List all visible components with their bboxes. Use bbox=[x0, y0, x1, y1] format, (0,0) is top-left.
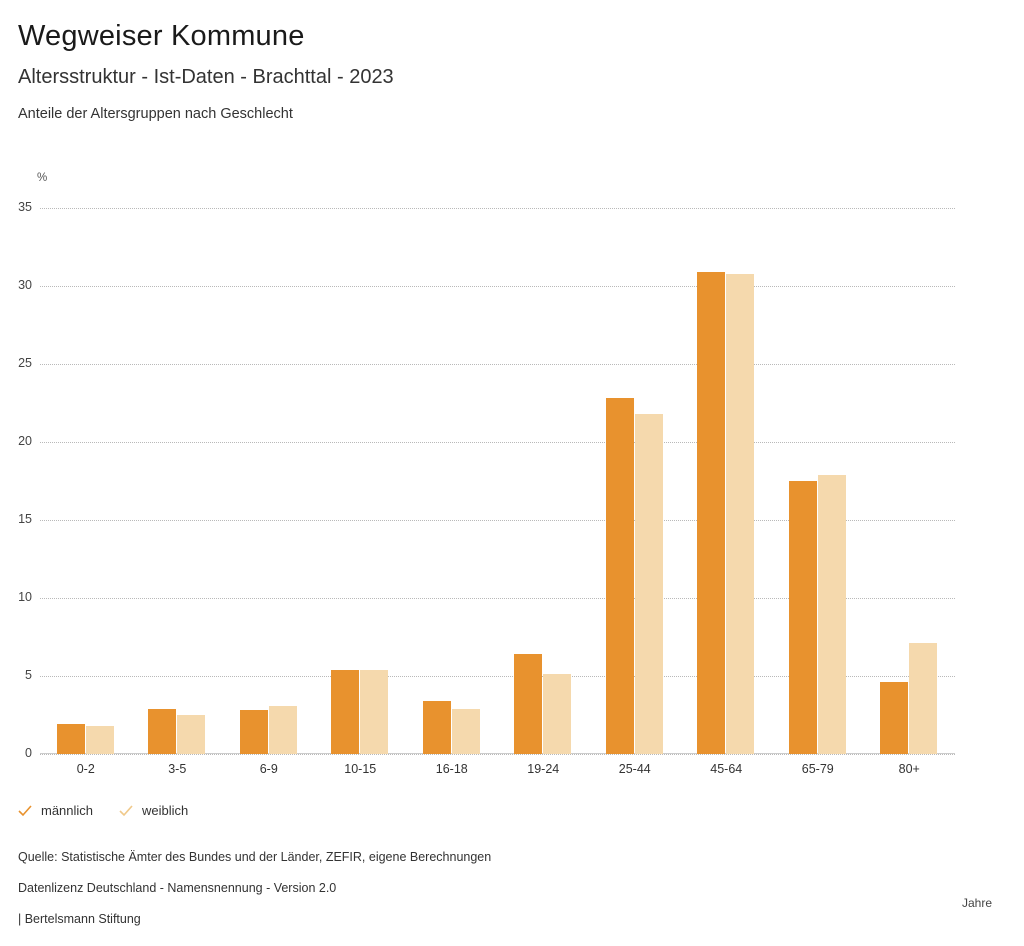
bar-weiblich[interactable] bbox=[360, 670, 388, 754]
bar-group bbox=[498, 208, 590, 754]
y-axis-tick-label: 0 bbox=[25, 746, 32, 760]
bar-weiblich[interactable] bbox=[635, 414, 663, 754]
y-axis-tick-label: 5 bbox=[25, 668, 32, 682]
check-icon bbox=[18, 804, 32, 818]
bar-maennlich[interactable] bbox=[514, 654, 542, 754]
page-title: Wegweiser Kommune bbox=[18, 20, 305, 52]
bar-group bbox=[681, 208, 773, 754]
bar-weiblich[interactable] bbox=[452, 709, 480, 754]
x-axis-tick-label: 19-24 bbox=[527, 762, 560, 776]
footer-license: Datenlizenz Deutschland - Namensnennung - Version 2.0 bbox=[18, 881, 337, 895]
bar-maennlich[interactable] bbox=[240, 710, 268, 754]
bar-pair bbox=[606, 208, 664, 754]
bar-maennlich[interactable] bbox=[57, 724, 85, 754]
x-axis-tick-label: 3-5 bbox=[168, 762, 187, 776]
x-axis-label: Jahre bbox=[962, 896, 993, 910]
bar-weiblich[interactable] bbox=[86, 726, 114, 754]
x-axis-tick-label: 80+ bbox=[898, 762, 920, 776]
chart-legend bbox=[18, 803, 188, 818]
bar-group bbox=[223, 208, 315, 754]
bar-pair bbox=[331, 208, 389, 754]
y-axis-tick-label: 30 bbox=[18, 278, 32, 292]
legend-label: männlich bbox=[41, 803, 94, 818]
bar-weiblich[interactable] bbox=[269, 706, 297, 754]
bar-group bbox=[406, 208, 498, 754]
bar-pair bbox=[880, 208, 938, 754]
bar-pair bbox=[423, 208, 481, 754]
y-axis-tick-label: 15 bbox=[18, 512, 32, 526]
bar-maennlich[interactable] bbox=[606, 398, 634, 754]
bar-pair bbox=[697, 208, 755, 754]
x-axis-tick-labels bbox=[40, 762, 955, 776]
x-axis-tick-label: 25-44 bbox=[618, 762, 651, 776]
bar-pair bbox=[148, 208, 206, 754]
gridline bbox=[40, 754, 955, 755]
x-axis-tick-label: 16-18 bbox=[435, 762, 468, 776]
bar-weiblich[interactable] bbox=[909, 643, 937, 754]
bar-pair bbox=[789, 208, 847, 754]
bar-weiblich[interactable] bbox=[543, 674, 571, 754]
bar-maennlich[interactable] bbox=[148, 709, 176, 754]
legend-item-maennlich[interactable] bbox=[18, 803, 93, 818]
bar-group bbox=[864, 208, 956, 754]
legend-item-weiblich[interactable] bbox=[119, 803, 188, 818]
bar-pair bbox=[57, 208, 115, 754]
bar-pair bbox=[514, 208, 572, 754]
bar-group bbox=[132, 208, 224, 754]
footer-publisher: | Bertelsmann Stiftung bbox=[18, 912, 141, 926]
legend-label: weiblich bbox=[142, 803, 189, 818]
y-axis-tick-label: 25 bbox=[18, 356, 32, 370]
bar-maennlich[interactable] bbox=[880, 682, 908, 754]
bar-groups bbox=[40, 208, 955, 754]
y-axis-tick-label: 35 bbox=[18, 200, 32, 214]
plot-area bbox=[18, 200, 955, 760]
bar-maennlich[interactable] bbox=[423, 701, 451, 754]
page-description: Anteile der Altersgruppen nach Geschlecht bbox=[18, 106, 293, 122]
bar-group bbox=[315, 208, 407, 754]
x-axis-tick-label: 6-9 bbox=[259, 762, 278, 776]
bar-group bbox=[40, 208, 132, 754]
bar-pair bbox=[240, 208, 298, 754]
bar-weiblich[interactable] bbox=[177, 715, 205, 754]
y-axis-unit: % bbox=[37, 172, 48, 184]
bar-maennlich[interactable] bbox=[697, 272, 725, 754]
bar-group bbox=[772, 208, 864, 754]
footer bbox=[18, 842, 491, 935]
x-axis-tick-label: 10-15 bbox=[344, 762, 377, 776]
bar-maennlich[interactable] bbox=[331, 670, 359, 754]
x-axis-tick-label: 65-79 bbox=[801, 762, 834, 776]
x-axis-tick-label: 0-2 bbox=[76, 762, 95, 776]
bar-maennlich[interactable] bbox=[789, 481, 817, 754]
x-axis-tick-label: 45-64 bbox=[710, 762, 743, 776]
bar-group bbox=[589, 208, 681, 754]
y-axis-tick-label: 20 bbox=[18, 434, 32, 448]
bar-weiblich[interactable] bbox=[818, 475, 846, 754]
y-axis-tick-label: 10 bbox=[18, 590, 32, 604]
footer-source: Quelle: Statistische Ämter des Bundes und der Länder, ZEFIR, eigene Berechnungen bbox=[18, 850, 492, 864]
bar-weiblich[interactable] bbox=[726, 274, 754, 754]
page-subtitle: Altersstruktur - Ist-Daten - Brachttal - 2023 bbox=[18, 66, 394, 88]
check-icon bbox=[119, 804, 133, 818]
